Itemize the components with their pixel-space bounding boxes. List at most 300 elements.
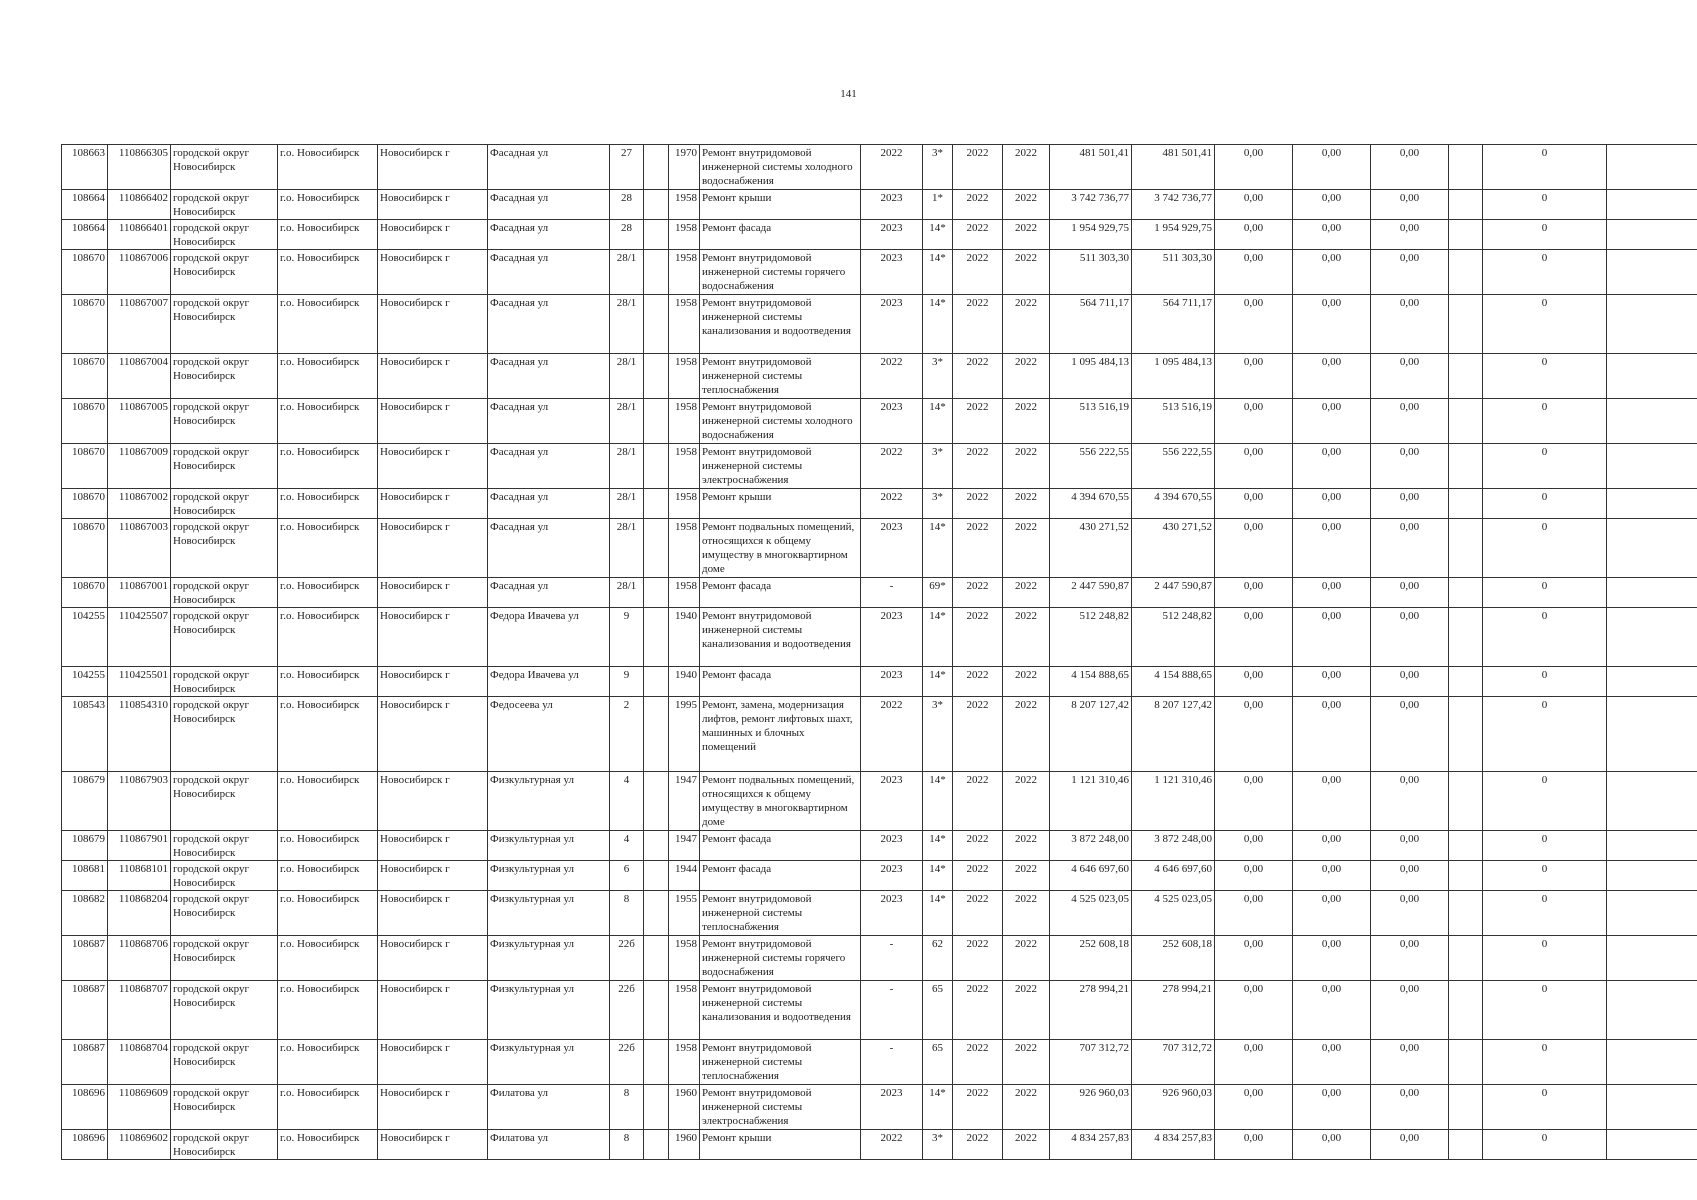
cell-reason: 1*: [923, 190, 953, 220]
cell-work-type: Ремонт внутридомовой инженерной системы электроснабжения: [700, 1085, 861, 1130]
cell-plan-year: 2023: [861, 772, 923, 831]
cell-city: Новосибирск г: [378, 190, 488, 220]
cell-cost-budget-1: 0,00: [1215, 354, 1293, 399]
cell-city: Новосибирск г: [378, 608, 488, 667]
cell-municipal-short: г.о. Новосибирск: [278, 981, 378, 1040]
cell-city: Новосибирск г: [378, 220, 488, 250]
cell-cost-budget-2: 0,00: [1293, 772, 1371, 831]
cell-reason: 3*: [923, 444, 953, 489]
cell-count: 0: [1483, 608, 1607, 667]
cell-count: 0: [1483, 831, 1607, 861]
cell-municipal-short: г.о. Новосибирск: [278, 831, 378, 861]
cell-end-year: 2022: [1003, 667, 1050, 697]
cell-object-id: 110867903: [108, 772, 171, 831]
cell-extra-blank: [1607, 861, 1697, 891]
cell-object-id: 110868706: [108, 936, 171, 981]
cell-extra-blank: [1607, 578, 1697, 608]
cell-extra-blank: [1607, 220, 1697, 250]
cell-object-id: 110868704: [108, 1040, 171, 1085]
cell-count: 0: [1483, 578, 1607, 608]
cell-note-blank: [1449, 145, 1483, 190]
cell-cost-budget-1: 0,00: [1215, 190, 1293, 220]
cell-cost-budget-1: 0,00: [1215, 861, 1293, 891]
cell-work-type: Ремонт подвальных помещений, относящихся к общему имуществу в многоквартирном доме: [700, 772, 861, 831]
cell-cost-other: 0,00: [1371, 220, 1449, 250]
cell-municipal-short: г.о. Новосибирск: [278, 399, 378, 444]
cell-extra-blank: [1607, 145, 1697, 190]
cell-note-blank: [1449, 444, 1483, 489]
cell-house-number: 9: [610, 608, 644, 667]
cell-count: 0: [1483, 981, 1607, 1040]
cell-reason: 62: [923, 936, 953, 981]
table-row: [62, 608, 1697, 667]
cell-note-blank: [1449, 399, 1483, 444]
cell-total-cost: 511 303,30: [1050, 250, 1132, 295]
cell-cost-fund: 481 501,41: [1132, 145, 1215, 190]
cell-built-year: 1958: [669, 1040, 700, 1085]
cell-cost-other: 0,00: [1371, 489, 1449, 519]
cell-start-year: 2022: [953, 295, 1003, 354]
cell-street: Физкультурная ул: [488, 772, 610, 831]
cell-building: [644, 250, 669, 295]
cell-building: [644, 444, 669, 489]
cell-work-type: Ремонт фасада: [700, 831, 861, 861]
cell-start-year: 2022: [953, 1085, 1003, 1130]
cell-house-number: 22б: [610, 981, 644, 1040]
cell-built-year: 1958: [669, 981, 700, 1040]
cell-end-year: 2022: [1003, 861, 1050, 891]
cell-cost-other: 0,00: [1371, 1085, 1449, 1130]
cell-city: Новосибирск г: [378, 250, 488, 295]
cell-cost-budget-2: 0,00: [1293, 831, 1371, 861]
cell-object-id: 110867007: [108, 295, 171, 354]
cell-reason: 14*: [923, 250, 953, 295]
cell-plan-year: 2023: [861, 608, 923, 667]
cell-municipality: городской округ Новосибирск: [171, 295, 278, 354]
cell-municipal-short: г.о. Новосибирск: [278, 891, 378, 936]
cell-cost-budget-1: 0,00: [1215, 489, 1293, 519]
cell-end-year: 2022: [1003, 519, 1050, 578]
cell-cost-budget-2: 0,00: [1293, 578, 1371, 608]
cell-object-id: 110425501: [108, 667, 171, 697]
cell-plan-year: 2023: [861, 1085, 923, 1130]
cell-work-type: Ремонт, замена, модернизация лифтов, ремонт лифтовых шахт, машинных и блочных помещений: [700, 697, 861, 772]
cell-street: Фасадная ул: [488, 519, 610, 578]
cell-cost-other: 0,00: [1371, 697, 1449, 772]
cell-building: [644, 772, 669, 831]
table-row: [62, 145, 1697, 190]
cell-reason: 14*: [923, 667, 953, 697]
cell-house-number: 28/1: [610, 354, 644, 399]
cell-cost-fund: 4 646 697,60: [1132, 861, 1215, 891]
cell-plan-year: -: [861, 936, 923, 981]
cell-street: Физкультурная ул: [488, 861, 610, 891]
cell-object-id: 110867004: [108, 354, 171, 399]
cell-municipality: городской округ Новосибирск: [171, 1085, 278, 1130]
cell-end-year: 2022: [1003, 220, 1050, 250]
cell-reason: 14*: [923, 1085, 953, 1130]
cell-cost-fund: 1 121 310,46: [1132, 772, 1215, 831]
cell-house-number: 28/1: [610, 295, 644, 354]
cell-house-number: 8: [610, 1085, 644, 1130]
cell-house-id: 108670: [62, 250, 108, 295]
cell-end-year: 2022: [1003, 444, 1050, 489]
cell-street: Фасадная ул: [488, 190, 610, 220]
cell-building: [644, 399, 669, 444]
cell-work-type: Ремонт внутридомовой инженерной системы теплоснабжения: [700, 1040, 861, 1085]
cell-street: Фасадная ул: [488, 295, 610, 354]
cell-plan-year: -: [861, 981, 923, 1040]
cell-cost-fund: 556 222,55: [1132, 444, 1215, 489]
cell-object-id: 110867901: [108, 831, 171, 861]
cell-cost-budget-2: 0,00: [1293, 861, 1371, 891]
cell-city: Новосибирск г: [378, 519, 488, 578]
cell-street: Физкультурная ул: [488, 891, 610, 936]
cell-city: Новосибирск г: [378, 354, 488, 399]
cell-municipal-short: г.о. Новосибирск: [278, 936, 378, 981]
cell-note-blank: [1449, 981, 1483, 1040]
cell-total-cost: 564 711,17: [1050, 295, 1132, 354]
cell-cost-fund: 1 095 484,13: [1132, 354, 1215, 399]
cell-plan-year: 2023: [861, 667, 923, 697]
cell-total-cost: 3 742 736,77: [1050, 190, 1132, 220]
cell-building: [644, 1130, 669, 1160]
cell-street: Физкультурная ул: [488, 936, 610, 981]
cell-street: Физкультурная ул: [488, 981, 610, 1040]
cell-cost-budget-2: 0,00: [1293, 981, 1371, 1040]
cell-cost-other: 0,00: [1371, 667, 1449, 697]
cell-house-id: 108664: [62, 220, 108, 250]
cell-extra-blank: [1607, 399, 1697, 444]
cell-street: Фасадная ул: [488, 354, 610, 399]
cell-built-year: 1958: [669, 295, 700, 354]
cell-city: Новосибирск г: [378, 831, 488, 861]
cell-house-id: 108670: [62, 354, 108, 399]
cell-street: Фасадная ул: [488, 250, 610, 295]
cell-built-year: 1958: [669, 399, 700, 444]
cell-count: 0: [1483, 190, 1607, 220]
cell-cost-fund: 513 516,19: [1132, 399, 1215, 444]
cell-building: [644, 936, 669, 981]
cell-built-year: 1947: [669, 831, 700, 861]
cell-end-year: 2022: [1003, 250, 1050, 295]
cell-house-id: 108687: [62, 981, 108, 1040]
cell-count: 0: [1483, 891, 1607, 936]
cell-cost-other: 0,00: [1371, 891, 1449, 936]
cell-start-year: 2022: [953, 891, 1003, 936]
cell-cost-other: 0,00: [1371, 578, 1449, 608]
cell-built-year: 1958: [669, 519, 700, 578]
cell-municipal-short: г.о. Новосибирск: [278, 444, 378, 489]
cell-work-type: Ремонт внутридомовой инженерной системы теплоснабжения: [700, 354, 861, 399]
cell-municipality: городской округ Новосибирск: [171, 519, 278, 578]
cell-municipal-short: г.о. Новосибирск: [278, 1040, 378, 1085]
cell-extra-blank: [1607, 891, 1697, 936]
cell-house-id: 108696: [62, 1130, 108, 1160]
cell-count: 0: [1483, 220, 1607, 250]
repair-registry-table: [61, 144, 1697, 1160]
table-row: [62, 354, 1697, 399]
cell-total-cost: 1 121 310,46: [1050, 772, 1132, 831]
cell-extra-blank: [1607, 697, 1697, 772]
cell-cost-budget-1: 0,00: [1215, 220, 1293, 250]
cell-municipal-short: г.о. Новосибирск: [278, 250, 378, 295]
cell-house-number: 8: [610, 1130, 644, 1160]
cell-reason: 69*: [923, 578, 953, 608]
table-row: [62, 295, 1697, 354]
cell-house-number: 4: [610, 831, 644, 861]
cell-note-blank: [1449, 190, 1483, 220]
cell-work-type: Ремонт внутридомовой инженерной системы холодного водоснабжения: [700, 399, 861, 444]
cell-city: Новосибирск г: [378, 295, 488, 354]
cell-work-type: Ремонт внутридомовой инженерной системы электроснабжения: [700, 444, 861, 489]
cell-cost-budget-1: 0,00: [1215, 936, 1293, 981]
cell-street: Федосеева ул: [488, 697, 610, 772]
cell-start-year: 2022: [953, 981, 1003, 1040]
cell-start-year: 2022: [953, 250, 1003, 295]
cell-cost-fund: 4 834 257,83: [1132, 1130, 1215, 1160]
cell-start-year: 2022: [953, 608, 1003, 667]
cell-cost-budget-2: 0,00: [1293, 667, 1371, 697]
cell-house-id: 108682: [62, 891, 108, 936]
cell-building: [644, 861, 669, 891]
cell-plan-year: 2023: [861, 831, 923, 861]
table-row: [62, 1040, 1697, 1085]
cell-end-year: 2022: [1003, 608, 1050, 667]
cell-work-type: Ремонт фасада: [700, 667, 861, 697]
cell-street: Фасадная ул: [488, 220, 610, 250]
cell-plan-year: 2023: [861, 220, 923, 250]
cell-count: 0: [1483, 667, 1607, 697]
cell-work-type: Ремонт внутридомовой инженерной системы теплоснабжения: [700, 891, 861, 936]
cell-cost-fund: 278 994,21: [1132, 981, 1215, 1040]
cell-building: [644, 190, 669, 220]
cell-cost-other: 0,00: [1371, 354, 1449, 399]
cell-built-year: 1940: [669, 667, 700, 697]
cell-municipal-short: г.о. Новосибирск: [278, 772, 378, 831]
cell-start-year: 2022: [953, 697, 1003, 772]
cell-cost-fund: 4 525 023,05: [1132, 891, 1215, 936]
cell-total-cost: 252 608,18: [1050, 936, 1132, 981]
cell-end-year: 2022: [1003, 1085, 1050, 1130]
cell-start-year: 2022: [953, 399, 1003, 444]
cell-house-id: 104255: [62, 608, 108, 667]
cell-start-year: 2022: [953, 354, 1003, 399]
cell-extra-blank: [1607, 295, 1697, 354]
cell-street: Фасадная ул: [488, 578, 610, 608]
cell-total-cost: 3 872 248,00: [1050, 831, 1132, 861]
cell-street: Федора Ивачева ул: [488, 608, 610, 667]
cell-municipality: городской округ Новосибирск: [171, 578, 278, 608]
cell-municipality: городской округ Новосибирск: [171, 145, 278, 190]
cell-building: [644, 697, 669, 772]
cell-city: Новосибирск г: [378, 1130, 488, 1160]
cell-total-cost: 926 960,03: [1050, 1085, 1132, 1130]
cell-count: 0: [1483, 145, 1607, 190]
cell-built-year: 1970: [669, 145, 700, 190]
cell-built-year: 1958: [669, 190, 700, 220]
cell-reason: 3*: [923, 489, 953, 519]
cell-building: [644, 489, 669, 519]
cell-plan-year: -: [861, 1040, 923, 1085]
cell-built-year: 1958: [669, 578, 700, 608]
cell-house-number: 28/1: [610, 444, 644, 489]
cell-cost-budget-1: 0,00: [1215, 399, 1293, 444]
cell-extra-blank: [1607, 772, 1697, 831]
cell-cost-budget-1: 0,00: [1215, 444, 1293, 489]
cell-note-blank: [1449, 250, 1483, 295]
cell-extra-blank: [1607, 936, 1697, 981]
cell-built-year: 1958: [669, 444, 700, 489]
cell-cost-fund: 3 742 736,77: [1132, 190, 1215, 220]
cell-house-number: 2: [610, 697, 644, 772]
cell-start-year: 2022: [953, 489, 1003, 519]
cell-cost-other: 0,00: [1371, 190, 1449, 220]
cell-extra-blank: [1607, 981, 1697, 1040]
cell-end-year: 2022: [1003, 295, 1050, 354]
cell-total-cost: 1 954 929,75: [1050, 220, 1132, 250]
cell-house-number: 22б: [610, 1040, 644, 1085]
cell-start-year: 2022: [953, 190, 1003, 220]
cell-start-year: 2022: [953, 936, 1003, 981]
cell-plan-year: 2023: [861, 250, 923, 295]
cell-plan-year: 2022: [861, 145, 923, 190]
cell-work-type: Ремонт крыши: [700, 489, 861, 519]
cell-house-id: 108681: [62, 861, 108, 891]
cell-total-cost: 707 312,72: [1050, 1040, 1132, 1085]
cell-end-year: 2022: [1003, 578, 1050, 608]
cell-total-cost: 4 834 257,83: [1050, 1130, 1132, 1160]
cell-municipal-short: г.о. Новосибирск: [278, 667, 378, 697]
cell-plan-year: 2022: [861, 1130, 923, 1160]
cell-plan-year: 2023: [861, 399, 923, 444]
cell-work-type: Ремонт внутридомовой инженерной системы горячего водоснабжения: [700, 936, 861, 981]
cell-built-year: 1958: [669, 250, 700, 295]
cell-total-cost: 512 248,82: [1050, 608, 1132, 667]
cell-cost-fund: 707 312,72: [1132, 1040, 1215, 1085]
cell-city: Новосибирск г: [378, 772, 488, 831]
cell-plan-year: -: [861, 578, 923, 608]
cell-count: 0: [1483, 697, 1607, 772]
cell-municipality: городской округ Новосибирск: [171, 831, 278, 861]
cell-house-id: 104255: [62, 667, 108, 697]
cell-note-blank: [1449, 891, 1483, 936]
cell-built-year: 1944: [669, 861, 700, 891]
cell-house-id: 108696: [62, 1085, 108, 1130]
table-row: [62, 190, 1697, 220]
cell-note-blank: [1449, 1040, 1483, 1085]
cell-cost-fund: 4 154 888,65: [1132, 667, 1215, 697]
cell-total-cost: 4 646 697,60: [1050, 861, 1132, 891]
cell-municipal-short: г.о. Новосибирск: [278, 1085, 378, 1130]
cell-building: [644, 608, 669, 667]
cell-building: [644, 220, 669, 250]
cell-cost-budget-2: 0,00: [1293, 190, 1371, 220]
cell-city: Новосибирск г: [378, 1085, 488, 1130]
page-number: 141: [840, 88, 857, 100]
cell-municipal-short: г.о. Новосибирск: [278, 354, 378, 399]
cell-cost-budget-2: 0,00: [1293, 519, 1371, 578]
cell-cost-budget-2: 0,00: [1293, 295, 1371, 354]
cell-work-type: Ремонт внутридомовой инженерной системы холодного водоснабжения: [700, 145, 861, 190]
cell-cost-budget-1: 0,00: [1215, 831, 1293, 861]
cell-start-year: 2022: [953, 831, 1003, 861]
cell-house-number: 27: [610, 145, 644, 190]
cell-city: Новосибирск г: [378, 981, 488, 1040]
table-row: [62, 1130, 1697, 1160]
cell-street: Физкультурная ул: [488, 831, 610, 861]
cell-start-year: 2022: [953, 220, 1003, 250]
table-row: [62, 519, 1697, 578]
cell-cost-budget-1: 0,00: [1215, 145, 1293, 190]
cell-building: [644, 831, 669, 861]
cell-cost-budget-2: 0,00: [1293, 1085, 1371, 1130]
cell-cost-other: 0,00: [1371, 936, 1449, 981]
cell-reason: 14*: [923, 519, 953, 578]
cell-extra-blank: [1607, 831, 1697, 861]
cell-reason: 14*: [923, 831, 953, 861]
cell-count: 0: [1483, 295, 1607, 354]
cell-total-cost: 4 394 670,55: [1050, 489, 1132, 519]
cell-city: Новосибирск г: [378, 578, 488, 608]
cell-end-year: 2022: [1003, 1130, 1050, 1160]
cell-municipal-short: г.о. Новосибирск: [278, 519, 378, 578]
cell-start-year: 2022: [953, 519, 1003, 578]
cell-house-id: 108687: [62, 936, 108, 981]
cell-start-year: 2022: [953, 861, 1003, 891]
cell-house-number: 28: [610, 190, 644, 220]
cell-built-year: 1958: [669, 489, 700, 519]
cell-note-blank: [1449, 519, 1483, 578]
cell-municipality: городской округ Новосибирск: [171, 772, 278, 831]
cell-reason: 3*: [923, 145, 953, 190]
cell-street: Фасадная ул: [488, 444, 610, 489]
cell-house-number: 28/1: [610, 489, 644, 519]
cell-house-id: 108670: [62, 295, 108, 354]
cell-cost-other: 0,00: [1371, 1040, 1449, 1085]
cell-house-id: 108670: [62, 444, 108, 489]
cell-reason: 14*: [923, 891, 953, 936]
cell-end-year: 2022: [1003, 831, 1050, 861]
cell-extra-blank: [1607, 489, 1697, 519]
cell-house-number: 28/1: [610, 250, 644, 295]
cell-plan-year: 2022: [861, 489, 923, 519]
cell-plan-year: 2023: [861, 190, 923, 220]
cell-cost-fund: 512 248,82: [1132, 608, 1215, 667]
cell-house-number: 28/1: [610, 399, 644, 444]
cell-city: Новосибирск г: [378, 444, 488, 489]
cell-city: Новосибирск г: [378, 145, 488, 190]
cell-cost-budget-1: 0,00: [1215, 891, 1293, 936]
cell-municipal-short: г.о. Новосибирск: [278, 295, 378, 354]
cell-end-year: 2022: [1003, 354, 1050, 399]
cell-house-number: 28: [610, 220, 644, 250]
cell-house-id: 108670: [62, 578, 108, 608]
cell-note-blank: [1449, 936, 1483, 981]
cell-count: 0: [1483, 444, 1607, 489]
cell-city: Новосибирск г: [378, 861, 488, 891]
cell-reason: 14*: [923, 772, 953, 831]
cell-built-year: 1958: [669, 354, 700, 399]
cell-street: Фасадная ул: [488, 145, 610, 190]
cell-municipality: городской округ Новосибирск: [171, 220, 278, 250]
table-row: [62, 1085, 1697, 1130]
cell-building: [644, 981, 669, 1040]
cell-municipality: городской округ Новосибирск: [171, 190, 278, 220]
table-body: [62, 145, 1697, 1160]
cell-cost-fund: 8 207 127,42: [1132, 697, 1215, 772]
cell-house-id: 108670: [62, 519, 108, 578]
